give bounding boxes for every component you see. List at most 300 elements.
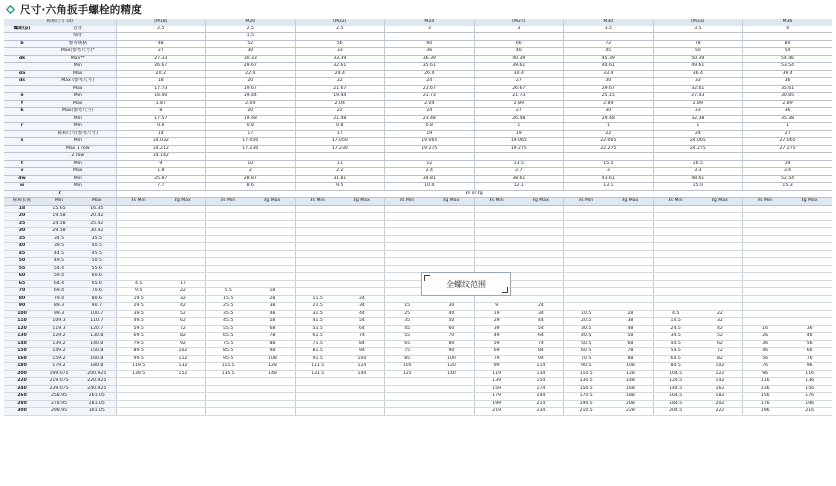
- ls-lg-value: [564, 220, 609, 228]
- ls-lg-value: 136: [787, 378, 832, 386]
- spec-param: e: [4, 93, 40, 101]
- ls-lg-value: 39: [474, 325, 519, 333]
- length-cell: 19.58: [40, 213, 78, 221]
- ls-lg-value: 162: [698, 385, 743, 393]
- spec-value: 14: [116, 130, 206, 138]
- ls-lg-value: 96: [787, 363, 832, 371]
- ls-lg-value: [250, 378, 295, 386]
- spec-param: ds: [4, 78, 40, 86]
- spec-subparam: Min: [40, 175, 116, 183]
- ls-lg-value: 156: [787, 385, 832, 393]
- ls-lg-value: 76: [787, 355, 832, 363]
- ls-lg-value: 44.5: [653, 340, 698, 348]
- ls-lg-value: 48: [608, 325, 653, 333]
- ls-lg-value: [564, 243, 609, 251]
- ls-lg-value: 20.5: [564, 318, 609, 326]
- length-cell: 160: [4, 355, 40, 363]
- length-cell: 64.4: [40, 280, 78, 288]
- spec-value: 0.8: [385, 123, 475, 131]
- ls-lg-value: [743, 220, 788, 228]
- length-row: [4, 273, 832, 281]
- spec-value: [295, 33, 385, 41]
- ls-lg-value: [608, 295, 653, 303]
- ls-lg-value: [116, 265, 161, 273]
- spec-subparam: Min: [40, 160, 116, 168]
- spec-value: 78: [653, 40, 743, 48]
- ls-lg-value: [206, 228, 251, 236]
- spec-value: 18: [116, 78, 206, 86]
- ls-lg-value: [206, 385, 251, 393]
- ls-lg-value: 210.5: [564, 408, 609, 416]
- length-header-row: [4, 198, 832, 206]
- length-cell: 44.5: [40, 250, 78, 258]
- ls-lg-value: 150.5: [564, 385, 609, 393]
- ls-lg-value: [250, 228, 295, 236]
- spec-value: 30: [206, 48, 296, 56]
- ls-lg-value: 164.5: [653, 393, 698, 401]
- ls-lg-value: 34: [519, 310, 564, 318]
- length-cell: 159.2: [40, 355, 78, 363]
- length-cell: 140: [4, 340, 40, 348]
- ls-lg-value: 54: [519, 325, 564, 333]
- ls-lg-value: [474, 235, 519, 243]
- ls-lg-value: 32: [698, 318, 743, 326]
- length-cell: 139.2: [40, 340, 78, 348]
- length-cell: 301.05: [78, 408, 116, 416]
- ls-lg-value: 5.5: [206, 288, 251, 296]
- ls-lg-value: [564, 258, 609, 266]
- spec-subparam: Min: [40, 63, 116, 71]
- ls-lg-value: [564, 288, 609, 296]
- spec-value: 8: [116, 108, 206, 116]
- ls-lg-value: [295, 220, 340, 228]
- ls-lg-value: [429, 250, 474, 258]
- length-cell: 60: [4, 273, 40, 281]
- ls-lg-value: [340, 265, 385, 273]
- spec-value: 21.73: [474, 93, 564, 101]
- ls-lg-value: 59: [474, 340, 519, 348]
- spec-value: 2.04: [206, 100, 296, 108]
- ls-lg-value: 38: [608, 318, 653, 326]
- ls-lg-value: 98: [250, 348, 295, 356]
- spec-param: [4, 145, 40, 153]
- spec-value: 1: [743, 123, 833, 131]
- length-cell: 20.42: [78, 213, 116, 221]
- ls-lg-value: 105: [385, 363, 430, 371]
- ls-lg-value: 139: [474, 378, 519, 386]
- length-cell: 65.6: [78, 280, 116, 288]
- spec-row: [4, 160, 832, 168]
- spec-value: 49.61: [653, 63, 743, 71]
- spec-subparam: Min: [40, 93, 116, 101]
- ls-lg-value: 125: [385, 370, 430, 378]
- ls-lg-value: 140: [429, 370, 474, 378]
- ls-lg-value: [385, 295, 430, 303]
- ls-lg-value: 58: [608, 333, 653, 341]
- spec-value: 10: [206, 160, 296, 168]
- spec-row: [4, 115, 832, 123]
- spec-row: [4, 130, 832, 138]
- ls-lg-value: [787, 273, 832, 281]
- size-header-cell: (M18): [116, 19, 206, 26]
- ls-lg-value: [519, 258, 564, 266]
- ls-lg-value: [787, 288, 832, 296]
- spec-row: [4, 145, 832, 153]
- length-cell: 90.7: [78, 303, 116, 311]
- spec-value: 1.8: [116, 168, 206, 176]
- spec-value: 19.065: [474, 138, 564, 146]
- spec-value: 21.67: [295, 85, 385, 93]
- spec-row: [4, 48, 832, 56]
- ls-lg-value: [653, 205, 698, 213]
- spec-value: [743, 33, 833, 41]
- spec-value: 2.04: [385, 100, 475, 108]
- ls-lg-value: [743, 243, 788, 251]
- ls-lg-value: [519, 265, 564, 273]
- ls-lg-value: 144.5: [653, 385, 698, 393]
- length-cell: 240: [4, 385, 40, 393]
- length-cell: 150.8: [78, 348, 116, 356]
- ls-lg-value: [295, 400, 340, 408]
- ls-lg-value: 74: [519, 340, 564, 348]
- ls-lg-value: 124.5: [653, 378, 698, 386]
- ls-lg-value: [161, 265, 206, 273]
- ls-lg-value: [787, 303, 832, 311]
- spec-value: 2.5: [295, 26, 385, 33]
- spec-value: 17: [206, 130, 296, 138]
- spec-value: 1.5: [206, 33, 296, 41]
- ls-lg-value: [340, 400, 385, 408]
- ls-lg-value: [250, 400, 295, 408]
- spec-value: 13.1: [564, 183, 654, 191]
- ls-lg-value: 110.5: [564, 370, 609, 378]
- spec-value: 17.230: [295, 145, 385, 153]
- spec-value: 32.38: [653, 115, 743, 123]
- ls-lg-value: [787, 310, 832, 318]
- ls-lg-value: 60: [429, 325, 474, 333]
- length-row: [4, 258, 832, 266]
- ls-lg-value: 196: [787, 400, 832, 408]
- length-row: [4, 205, 832, 213]
- ls-lg-value: [608, 273, 653, 281]
- ls-lg-value: [340, 385, 385, 393]
- ls-lg-value: [206, 258, 251, 266]
- ls-lg-value: [340, 213, 385, 221]
- ls-lg-value: 19: [474, 310, 519, 318]
- ls-lg-value: [519, 295, 564, 303]
- ls-lg-value: [564, 228, 609, 236]
- ls-lg-value: 16: [743, 325, 788, 333]
- spec-value: 66: [474, 40, 564, 48]
- ls-lg-value: 219: [474, 408, 519, 416]
- spec-value: 36: [743, 78, 833, 86]
- spec-value: 56: [295, 40, 385, 48]
- ls-lg-value: [161, 385, 206, 393]
- ls-lg-value: [206, 243, 251, 251]
- length-cell: 45: [4, 250, 40, 258]
- spec-value: 50: [653, 48, 743, 56]
- spec-value: 19.67: [206, 85, 296, 93]
- ls-lg-value: [519, 228, 564, 236]
- spec-value: 22.065: [564, 138, 654, 146]
- spec-value: 2.89: [743, 100, 833, 108]
- spec-value: 0.8: [295, 123, 385, 131]
- length-cell: 79.4: [40, 295, 78, 303]
- ls-lg-value: [250, 213, 295, 221]
- ls-lg-value: [698, 303, 743, 311]
- spec-value: 15.5: [564, 160, 654, 168]
- ls-lg-value: [564, 295, 609, 303]
- ls-lg-value: 36: [743, 340, 788, 348]
- ls-lg-value: 188: [608, 393, 653, 401]
- spec-subparam: Max: [40, 168, 116, 176]
- length-cell: 109.3: [40, 318, 78, 326]
- ls-lg-value: [698, 280, 743, 288]
- ls-lg-value: [653, 280, 698, 288]
- ls-lg-value: [250, 385, 295, 393]
- ls-lg-value: [250, 258, 295, 266]
- spec-value: 31.81: [295, 175, 385, 183]
- ls-lg-value: 128: [250, 363, 295, 371]
- ls-lg-value: 148: [608, 378, 653, 386]
- ls-lg-value: 21.5: [295, 303, 340, 311]
- spec-value: 1: [564, 123, 654, 131]
- ls-lg-value: [474, 213, 519, 221]
- spec-value: 10.4: [385, 183, 475, 191]
- ls-lg-value: [206, 280, 251, 288]
- ls-lg-value: 64: [519, 333, 564, 341]
- spec-value: 30.33: [206, 55, 296, 63]
- ls-lg-value: 208: [608, 400, 653, 408]
- ls-lg-row: [4, 190, 832, 198]
- ls-lg-value: [116, 220, 161, 228]
- length-row: [4, 378, 832, 386]
- ls-lg-value: [429, 295, 474, 303]
- ls-lg-value: [161, 393, 206, 401]
- spec-value: 33: [653, 108, 743, 116]
- ls-min-header: ℓs Min: [743, 198, 788, 206]
- ls-lg-value: 88: [250, 340, 295, 348]
- spec-value: 16.5: [653, 160, 743, 168]
- ls-lg-value: [429, 213, 474, 221]
- ls-lg-value: [250, 220, 295, 228]
- spec-param: 螺距(p): [4, 26, 40, 33]
- ls-lg-value: [743, 295, 788, 303]
- spec-value: 48.61: [653, 175, 743, 183]
- size-header-cell: M30: [564, 19, 654, 26]
- spec-value: 19.44: [206, 93, 296, 101]
- ls-lg-value: 62: [161, 318, 206, 326]
- spec-value: 20: [206, 78, 296, 86]
- spec-value: 0.8: [206, 123, 296, 131]
- length-cell: 261.05: [78, 393, 116, 401]
- ls-lg-value: [698, 228, 743, 236]
- spec-value: 52: [206, 40, 296, 48]
- ls-lg-value: [116, 408, 161, 416]
- ls-lg-value: [340, 280, 385, 288]
- ls-lg-value: [295, 288, 340, 296]
- spec-value: 72: [564, 40, 654, 48]
- length-row: [4, 220, 832, 228]
- ls-lg-value: 65.5: [206, 333, 251, 341]
- ls-lg-value: 69: [474, 348, 519, 356]
- length-cell: 100: [4, 310, 40, 318]
- spec-subparam: Max 1 row: [40, 145, 116, 153]
- ls-lg-value: [250, 235, 295, 243]
- spec-subparam: 参考规格: [40, 40, 116, 48]
- ls-lg-value: [206, 220, 251, 228]
- ls-lg-value: [161, 220, 206, 228]
- ls-lg-value: [698, 243, 743, 251]
- ls-lg-value: 45.5: [206, 318, 251, 326]
- ls-lg-value: [653, 235, 698, 243]
- ls-lg-value: 71.5: [295, 340, 340, 348]
- length-row: [4, 250, 832, 258]
- ls-lg-value: [564, 280, 609, 288]
- ls-lg-value: [564, 213, 609, 221]
- ls-lg-value: 56: [743, 355, 788, 363]
- ls-lg-value: 95.5: [206, 355, 251, 363]
- spec-value: [206, 153, 296, 161]
- ls-lg-value: [743, 280, 788, 288]
- spec-value: 36: [385, 48, 475, 56]
- spec-value: 24.4: [295, 70, 385, 78]
- ls-lg-value: [564, 205, 609, 213]
- ls-lg-value: 176: [787, 393, 832, 401]
- ls-lg-value: 85: [385, 355, 430, 363]
- ls-lg-value: 60.5: [564, 348, 609, 356]
- ls-lg-value: 168: [608, 385, 653, 393]
- ls-lg-value: 184.5: [653, 400, 698, 408]
- ls-lg-value: [206, 205, 251, 213]
- length-cell: 54.4: [40, 265, 78, 273]
- spec-value: 43.61: [564, 175, 654, 183]
- ls-lg-value: [116, 235, 161, 243]
- ls-lg-value: [340, 228, 385, 236]
- ls-lg-value: 70.5: [564, 355, 609, 363]
- spec-value: 12: [385, 160, 475, 168]
- ls-lg-value: [385, 220, 430, 228]
- spec-value: 35.61: [385, 63, 475, 71]
- ls-lg-value: 64.5: [653, 355, 698, 363]
- ls-lg-value: [116, 385, 161, 393]
- spec-value: 2.4: [385, 168, 475, 176]
- spec-value: 22.4: [206, 70, 296, 78]
- ls-lg-value: [161, 378, 206, 386]
- length-cell: 130: [4, 333, 40, 341]
- ls-lg-value: [250, 250, 295, 258]
- spec-value: 32.61: [653, 85, 743, 93]
- ls-lg-value: 54: [340, 318, 385, 326]
- ls-lg-value: 142: [698, 378, 743, 386]
- ls-lg-value: [295, 385, 340, 393]
- length-cell: 35: [4, 235, 40, 243]
- ls-lg-value: [653, 250, 698, 258]
- ls-lg-value: [295, 378, 340, 386]
- ls-lg-value: [743, 235, 788, 243]
- spec-value: 52.54: [743, 175, 833, 183]
- length-cell: 239.075: [40, 385, 78, 393]
- ls-lg-value: [474, 205, 519, 213]
- ls-lg-value: [429, 408, 474, 416]
- length-cell: 80.6: [78, 295, 116, 303]
- spec-value: 29.67: [206, 63, 296, 71]
- ls-lg-value: 134: [519, 370, 564, 378]
- ls-lg-value: [295, 258, 340, 266]
- spec-value: [385, 33, 475, 41]
- lg-max-header: ℓg Max: [519, 198, 564, 206]
- length-cell: 140.8: [78, 340, 116, 348]
- ls-lg-value: [429, 385, 474, 393]
- ls-lg-value: 159: [474, 385, 519, 393]
- ls-lg-value: [787, 265, 832, 273]
- spec-param: b: [4, 40, 40, 48]
- length-cell: 40.5: [78, 243, 116, 251]
- ls-lg-value: [116, 250, 161, 258]
- gear-icon: [6, 5, 15, 14]
- ls-lg-value: 68: [608, 340, 653, 348]
- ls-lg-value: 82: [698, 355, 743, 363]
- ls-lg-value: 17: [161, 280, 206, 288]
- spec-value: [564, 153, 654, 161]
- ls-lg-value: 9.5: [116, 288, 161, 296]
- spec-value: 11: [295, 160, 385, 168]
- ls-lg-value: [743, 258, 788, 266]
- spec-value: 39.61: [474, 63, 564, 71]
- ls-lg-value: [698, 288, 743, 296]
- ls-lg-value: 24: [519, 303, 564, 311]
- ls-lg-value: 65: [385, 340, 430, 348]
- length-row: [4, 280, 832, 288]
- spec-value: 17.73: [116, 85, 206, 93]
- ls-lg-value: 40: [429, 310, 474, 318]
- ls-lg-value: [743, 250, 788, 258]
- spec-value: 26.67: [116, 63, 206, 71]
- ls-lg-value: 66: [787, 348, 832, 356]
- spec-param: [4, 33, 40, 41]
- ls-lg-value: 19.5: [116, 295, 161, 303]
- spec-value: 54.46: [743, 55, 833, 63]
- spec-value: [116, 33, 206, 41]
- size-header-label: 称称尺寸 (d): [4, 19, 116, 26]
- ls-lg-value: [787, 258, 832, 266]
- spec-value: [295, 153, 385, 161]
- spec-value: 27.275: [743, 145, 833, 153]
- ls-lg-value: [519, 250, 564, 258]
- spec-row: [4, 93, 832, 101]
- page-title: [6, 2, 142, 16]
- spec-value: 19: [474, 130, 564, 138]
- ls-lg-value: [429, 400, 474, 408]
- ls-lg-value: 94: [519, 355, 564, 363]
- length-cell: 24.58: [40, 220, 78, 228]
- length-header-min: Min: [40, 198, 78, 206]
- length-row: [4, 333, 832, 341]
- spec-value: [474, 33, 564, 41]
- spec-subparam: Min: [40, 123, 116, 131]
- length-cell: 60.6: [78, 273, 116, 281]
- spec-value: 40: [474, 48, 564, 56]
- ls-lg-value: [743, 288, 788, 296]
- ls-lg-value: [698, 273, 743, 281]
- ls-lg-value: 38: [250, 303, 295, 311]
- spec-row: [4, 33, 832, 41]
- ls-lg-value: [787, 228, 832, 236]
- spec-subparam: Max: [40, 70, 116, 78]
- ls-lg-value: [250, 265, 295, 273]
- spec-param: t: [4, 160, 40, 168]
- spec-value: 8.6: [206, 183, 296, 191]
